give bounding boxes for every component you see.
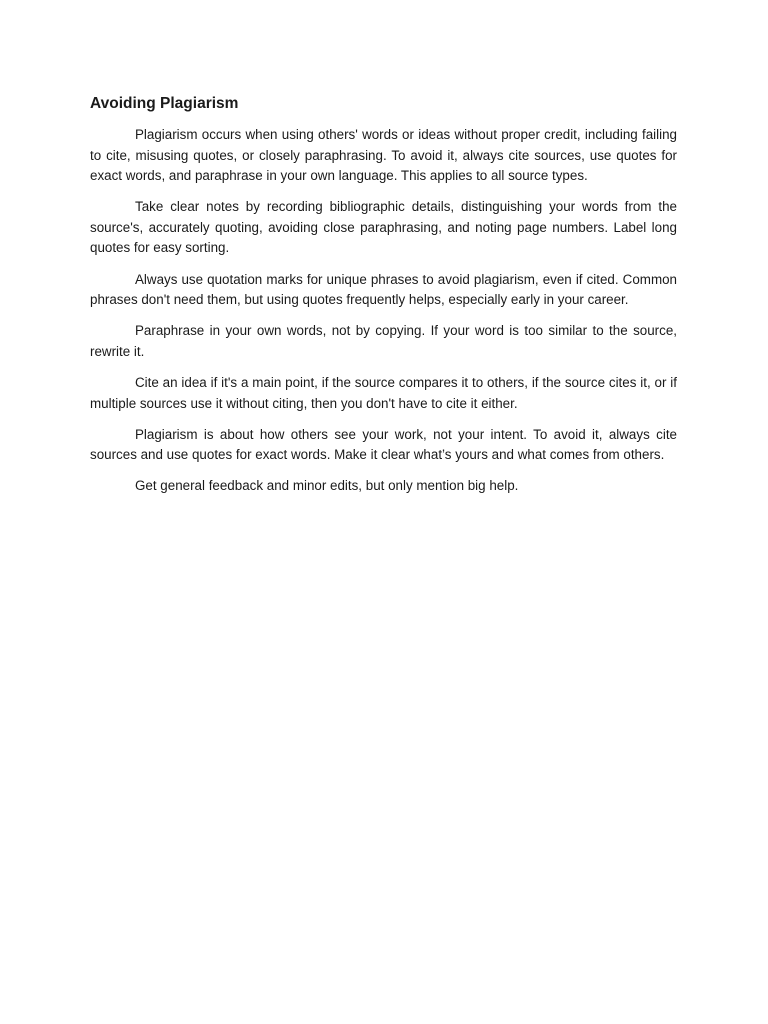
paragraph-feedback: Get general feedback and minor edits, but only mention big help. [135,478,519,494]
paragraph-note-taking: Take clear notes by recording bibliographic details, distinguishing your words from the source's, accurately quoting, avoiding close paraphrasing, and noting page numbers. Label long quotes for easy sorting. [90,199,677,256]
paragraph-plagiarism-definition: Plagiarism occurs when using others' words or ideas without proper credit, including failing to cite, misusing quotes, or closely paraphrasing. To avoid it, always cite sources, use quotes for exact words, and paraphrase in your own language. This applies to all source types. [90,127,677,184]
paragraph-paraphrase: Paraphrase in your own words, not by copying. If your word is too similar to the source, rewrite it. [90,323,677,359]
paragraph-quotation-marks: Always use quotation marks for unique phrases to avoid plagiarism, even if cited. Common phrases don't need them, but using quotes frequently helps, especially early in your career. [90,271,677,308]
paragraph-intent: Plagiarism is about how others see your work, not your intent. To avoid it, always cite sources and use quotes for exact words. Make it clear what’s yours and what comes from others. [90,426,677,463]
document-title: Avoiding Plagiarism [90,95,239,112]
paragraph-citing-ideas: Cite an idea if it's a main point, if the source compares it to others, if the source cites it, or if multiple sources use it without citing, then you don't have to cite it either. [90,374,677,411]
